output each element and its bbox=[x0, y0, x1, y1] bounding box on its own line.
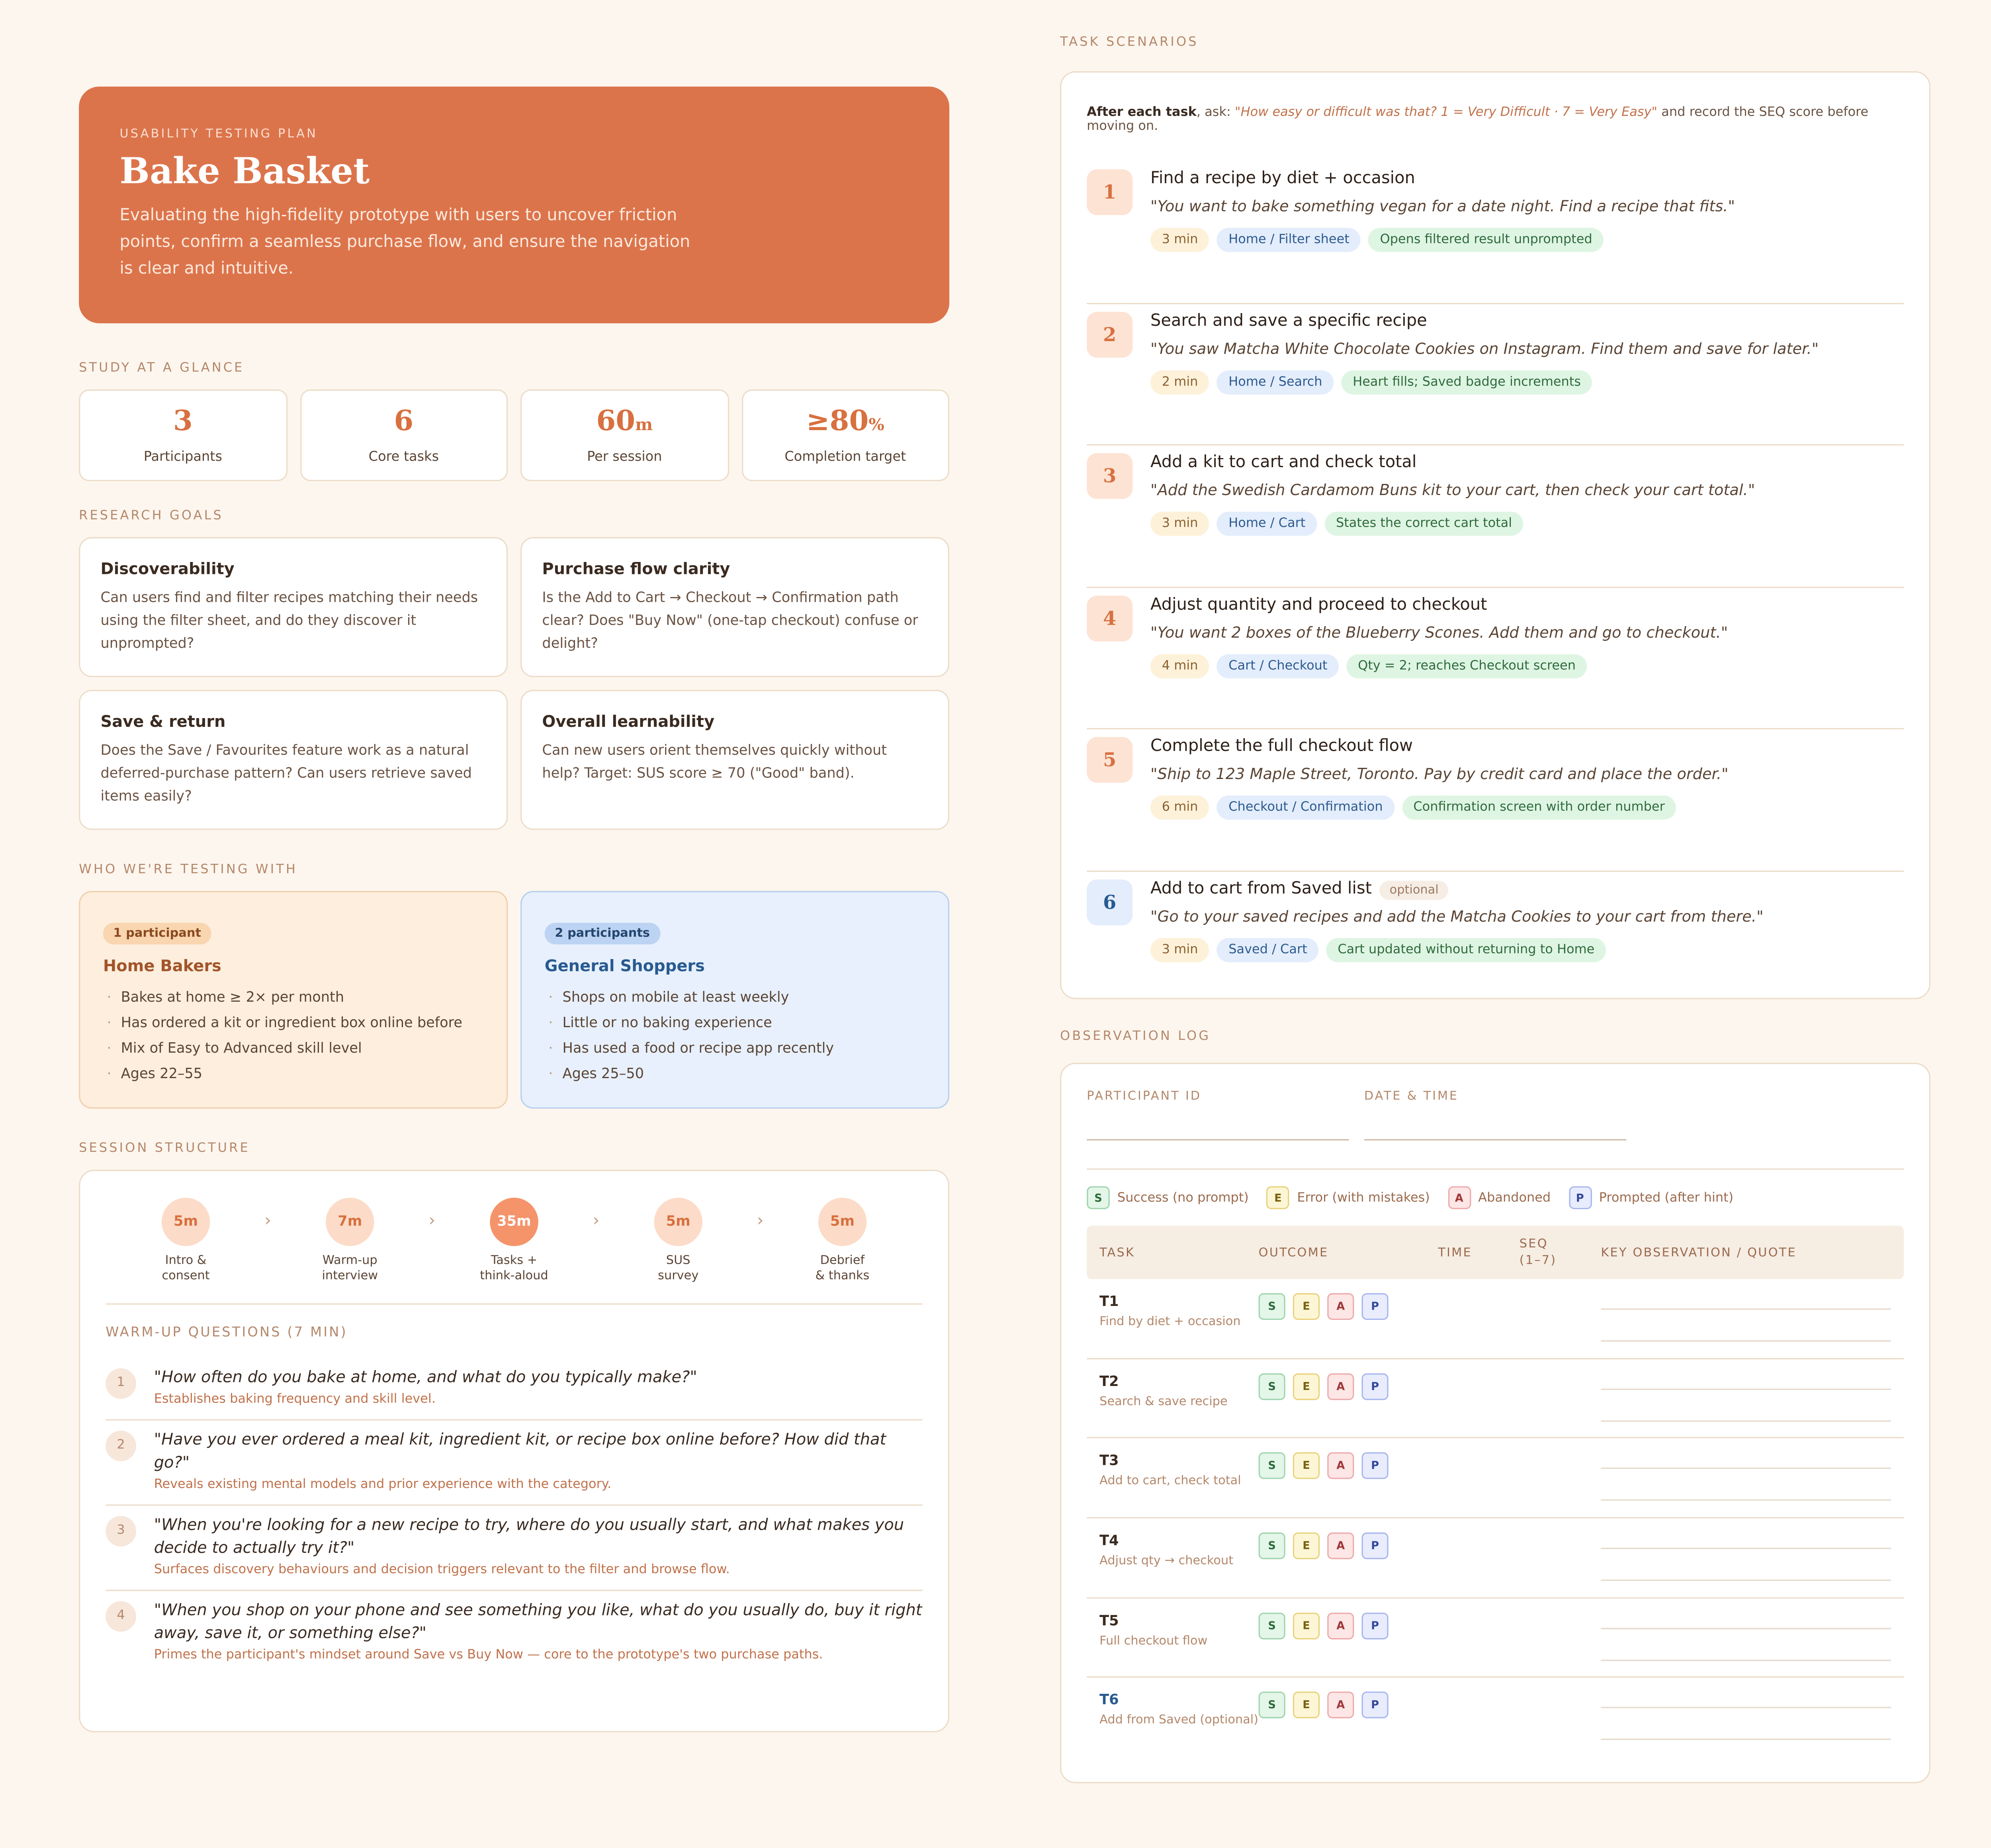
legend-text: Success (no prompt) bbox=[1117, 1190, 1249, 1205]
prompted-badge: P bbox=[1569, 1186, 1592, 1209]
task-title: Find a recipe by diet + occasion bbox=[1150, 169, 1415, 188]
task-scenario bbox=[1087, 730, 1904, 872]
task-number: 1 bbox=[1087, 169, 1132, 215]
personas-row bbox=[79, 891, 949, 1108]
participant-id-input[interactable] bbox=[1087, 1139, 1349, 1140]
stat-label: Participants bbox=[143, 449, 222, 465]
task-title: Add to cart from Saved list bbox=[1150, 879, 1372, 899]
chevron-right-icon: › bbox=[757, 1212, 764, 1231]
seq-cell[interactable] bbox=[1520, 1692, 1601, 1758]
task-title: Add a kit to cart and check total bbox=[1150, 453, 1417, 473]
task-title: Search and save a specific recipe bbox=[1150, 311, 1427, 331]
seq-cell[interactable] bbox=[1520, 1453, 1601, 1517]
task-quote: "You saw Matcha White Chocolate Cookies on Instagram. Find them and save for later." bbox=[1150, 339, 1819, 357]
goal-desc: Does the Save / Favourites feature work as a natural deferred-purchase pattern? Can users retrieve saved items easily? bbox=[100, 742, 472, 805]
time-tag: 6 min bbox=[1150, 796, 1209, 820]
success-tag: Heart fills; Saved badge increments bbox=[1341, 370, 1592, 394]
outcome-prompted-button[interactable]: P bbox=[1362, 1453, 1389, 1480]
stat-core-tasks bbox=[300, 390, 508, 481]
screen-tag: Cart / Checkout bbox=[1217, 654, 1339, 678]
task-number: 2 bbox=[1087, 311, 1132, 357]
row-task-id: T2 bbox=[1099, 1373, 1119, 1390]
observation-cell[interactable] bbox=[1601, 1612, 1904, 1677]
time-cell[interactable] bbox=[1438, 1692, 1520, 1758]
outcome-error-button[interactable]: E bbox=[1293, 1533, 1320, 1559]
persona-name: General Shoppers bbox=[544, 956, 705, 975]
question-number: 2 bbox=[106, 1431, 136, 1461]
abandoned-badge: A bbox=[1447, 1186, 1471, 1209]
hero-eyebrow: USABILITY TESTING PLAN bbox=[119, 127, 318, 141]
tasks-label: TASK SCENARIOS bbox=[1060, 35, 1199, 50]
observation-cell[interactable] bbox=[1601, 1293, 1904, 1358]
question-number: 1 bbox=[106, 1368, 136, 1399]
outcome-abandoned-button[interactable]: A bbox=[1327, 1533, 1354, 1559]
chevron-right-icon: › bbox=[428, 1212, 436, 1231]
row-task-id: T1 bbox=[1099, 1293, 1119, 1310]
date-time-field[interactable] bbox=[1364, 1090, 1626, 1169]
task-number: 3 bbox=[1087, 453, 1132, 499]
observation-cell[interactable] bbox=[1601, 1533, 1904, 1597]
task-number: 5 bbox=[1087, 738, 1132, 783]
hero-banner bbox=[79, 86, 949, 323]
seq-cell[interactable] bbox=[1520, 1612, 1601, 1677]
row-task-name: Full checkout flow bbox=[1099, 1634, 1208, 1648]
col-outcome: OUTCOME bbox=[1258, 1245, 1329, 1260]
col-seq: SEQ bbox=[1519, 1237, 1548, 1251]
col-observation: KEY OBSERVATION / QUOTE bbox=[1601, 1245, 1797, 1260]
task-quote: "Go to your saved recipes and add the Matcha Cookies to your cart from there." bbox=[1150, 907, 1764, 926]
step-label: Tasks + bbox=[491, 1253, 538, 1268]
row-task-name: Add from Saved (optional) bbox=[1099, 1713, 1259, 1728]
outcome-prompted-button[interactable]: P bbox=[1362, 1373, 1389, 1400]
row-task-id: T6 bbox=[1099, 1692, 1119, 1709]
stat-value: 60 bbox=[596, 405, 636, 438]
field-label: DATE & TIME bbox=[1364, 1089, 1459, 1104]
goal-card bbox=[79, 690, 508, 830]
time-tag: 3 min bbox=[1150, 938, 1209, 962]
task-title: Adjust quantity and proceed to checkout bbox=[1150, 595, 1487, 615]
warmup-question bbox=[106, 1358, 923, 1421]
legend-item bbox=[1447, 1186, 1551, 1209]
row-task-id: T3 bbox=[1099, 1453, 1119, 1470]
table-row bbox=[1087, 1598, 1904, 1678]
question-text: "When you're looking for a new recipe to try, where do you usually start, and what makes you decide to actually try it?" bbox=[154, 1515, 904, 1557]
warmup-question bbox=[106, 1506, 923, 1591]
step-label: survey bbox=[658, 1269, 699, 1283]
step-duration: 7m bbox=[326, 1198, 374, 1246]
col-task: TASK bbox=[1099, 1245, 1135, 1260]
screen-tag: Home / Search bbox=[1217, 370, 1334, 394]
session-structure-card bbox=[79, 1170, 949, 1732]
screen-tag: Home / Filter sheet bbox=[1217, 228, 1361, 252]
page-title: Bake Basket bbox=[119, 150, 370, 192]
observation-cell[interactable] bbox=[1601, 1453, 1904, 1517]
row-task-id: T4 bbox=[1099, 1532, 1119, 1549]
outcome-error-button[interactable]: E bbox=[1293, 1293, 1320, 1320]
time-cell[interactable] bbox=[1438, 1453, 1520, 1517]
outcome-abandoned-button[interactable]: A bbox=[1327, 1373, 1354, 1400]
goal-title: Overall learnability bbox=[542, 711, 715, 731]
seq-cell[interactable] bbox=[1520, 1533, 1601, 1597]
personas-label: WHO WE'RE TESTING WITH bbox=[79, 863, 298, 877]
persona-trait: · Shops on mobile at least weekly bbox=[545, 985, 925, 1011]
stat-completion-target bbox=[741, 390, 950, 481]
step-label: think-aloud bbox=[480, 1269, 548, 1283]
question-number: 3 bbox=[106, 1516, 136, 1547]
outcome-error-button[interactable]: E bbox=[1293, 1692, 1320, 1719]
chevron-right-icon: › bbox=[264, 1212, 272, 1231]
observation-log-card bbox=[1060, 1063, 1930, 1783]
task-quote: "You want to bake something vegan for a date night. Find a recipe that fits." bbox=[1150, 197, 1735, 215]
row-task-name: Add to cart, check total bbox=[1099, 1474, 1241, 1489]
legend-text: Abandoned bbox=[1478, 1190, 1551, 1205]
time-cell[interactable] bbox=[1438, 1373, 1520, 1437]
right-column bbox=[1060, 35, 1930, 1783]
timeline-step bbox=[798, 1194, 887, 1284]
stat-label: Core tasks bbox=[368, 449, 439, 465]
task-title: Complete the full checkout flow bbox=[1150, 737, 1413, 757]
goal-desc: Can users find and filter recipes matching their needs using the filter sheet, and do they discover it unprompted? bbox=[100, 589, 478, 652]
step-label: Warm-up bbox=[322, 1253, 377, 1268]
task-scenarios-card bbox=[1060, 71, 1930, 999]
step-label: SUS bbox=[666, 1253, 690, 1268]
warmup-question bbox=[106, 1591, 923, 1675]
log-table-header bbox=[1087, 1226, 1904, 1279]
stat-participants bbox=[79, 390, 287, 481]
step-label: consent bbox=[162, 1269, 210, 1283]
stat-value: 3 bbox=[173, 405, 193, 438]
stat-per-session bbox=[520, 390, 729, 481]
hero-description: Evaluating the high-fidelity prototype with users to uncover friction points, confirm a seamless purchase flow, and ensure the navigation is clear and intuitive. bbox=[119, 206, 690, 279]
persona-trait: · Has ordered a kit or ingredient box online before bbox=[103, 1010, 484, 1036]
goal-desc: Can new users orient themselves quickly without help? Target: SUS score ≥ 70 ("Good" band). bbox=[542, 742, 887, 782]
step-duration: 5m bbox=[654, 1198, 702, 1246]
outcome-prompted-button[interactable]: P bbox=[1362, 1612, 1389, 1639]
time-tag: 3 min bbox=[1150, 228, 1209, 252]
log-label: OBSERVATION LOG bbox=[1060, 1030, 1211, 1044]
time-tag: 4 min bbox=[1150, 654, 1209, 678]
task-quote: "Ship to 123 Maple Street, Toronto. Pay by credit card and place the order." bbox=[1150, 765, 1729, 783]
task-number: 4 bbox=[1087, 595, 1132, 641]
stat-value: 6 bbox=[394, 405, 414, 438]
task-intro: After each task, ask: "How easy or difficult was that? 1 = Very Difficult · 7 = Very Easy" and record the SEQ score before moving on. bbox=[1087, 106, 1869, 134]
stat-unit: % bbox=[868, 416, 884, 435]
step-duration: 35m bbox=[490, 1198, 538, 1246]
question-text: "When you shop on your phone and see something you like, what do you usually do, buy it right away, save it, or something else?" bbox=[154, 1600, 922, 1642]
goals-grid bbox=[79, 537, 949, 830]
glance-label: STUDY AT A GLANCE bbox=[79, 361, 244, 376]
step-label: Intro & bbox=[165, 1253, 207, 1268]
timeline-step bbox=[469, 1194, 559, 1284]
outcome-prompted-button[interactable]: P bbox=[1362, 1533, 1389, 1559]
optional-badge: optional bbox=[1379, 881, 1449, 900]
legend-item bbox=[1569, 1186, 1733, 1209]
time-tag: 2 min bbox=[1150, 370, 1209, 394]
step-label: interview bbox=[322, 1269, 378, 1283]
outcome-error-button[interactable]: E bbox=[1293, 1612, 1320, 1639]
success-tag: States the correct cart total bbox=[1324, 512, 1524, 536]
outcome-success-button[interactable]: S bbox=[1259, 1453, 1285, 1480]
participant-count-badge: 2 participants bbox=[545, 923, 660, 944]
outcome-success-button[interactable]: S bbox=[1259, 1612, 1285, 1639]
legend-text: Prompted (after hint) bbox=[1599, 1190, 1734, 1205]
participant-count-badge: 1 participant bbox=[103, 923, 211, 944]
legend-item bbox=[1087, 1186, 1249, 1209]
warmup-question bbox=[106, 1421, 923, 1506]
task-scenario bbox=[1087, 446, 1904, 588]
question-note: Reveals existing mental models and prior experience with the category. bbox=[154, 1478, 612, 1492]
error-badge: E bbox=[1267, 1186, 1290, 1209]
outcome-prompted-button[interactable]: P bbox=[1362, 1293, 1389, 1320]
task-scenario bbox=[1087, 588, 1904, 730]
time-tag: 3 min bbox=[1150, 512, 1209, 536]
table-row bbox=[1087, 1678, 1904, 1758]
goal-title: Discoverability bbox=[100, 558, 235, 578]
question-number: 4 bbox=[106, 1601, 136, 1632]
outcome-error-button[interactable]: E bbox=[1293, 1373, 1320, 1400]
timeline-step bbox=[634, 1194, 723, 1284]
outcome-abandoned-button[interactable]: A bbox=[1327, 1453, 1354, 1480]
question-note: Establishes baking frequency and skill level. bbox=[154, 1392, 436, 1407]
timeline-step bbox=[141, 1194, 231, 1284]
left-column bbox=[79, 86, 949, 1732]
success-tag: Qty = 2; reaches Checkout screen bbox=[1346, 654, 1587, 678]
task-number: 6 bbox=[1087, 879, 1132, 925]
timeline-step bbox=[305, 1194, 395, 1284]
step-label: & thanks bbox=[815, 1269, 870, 1283]
legend-text: Error (with mistakes) bbox=[1297, 1190, 1430, 1205]
task-quote: "Add the Swedish Cardamom Buns kit to your cart, then check your cart total." bbox=[1150, 481, 1755, 499]
outcome-success-button[interactable]: S bbox=[1259, 1373, 1285, 1400]
persona-general-shoppers bbox=[520, 891, 949, 1108]
row-task-id: T5 bbox=[1099, 1612, 1119, 1629]
question-note: Surfaces discovery behaviours and decision triggers relevant to the filter and browse flow. bbox=[154, 1563, 730, 1577]
screen-tag: Home / Cart bbox=[1217, 512, 1317, 536]
success-tag: Opens filtered result unprompted bbox=[1369, 228, 1604, 252]
persona-trait: · Ages 22–55 bbox=[103, 1061, 484, 1087]
task-quote: "You want 2 boxes of the Blueberry Scones. Add them and go to checkout." bbox=[1150, 623, 1728, 641]
outcome-success-button[interactable]: S bbox=[1259, 1293, 1285, 1320]
task-scenario bbox=[1087, 162, 1904, 304]
field-label: PARTICIPANT ID bbox=[1087, 1089, 1201, 1104]
goals-label: RESEARCH GOALS bbox=[79, 509, 223, 523]
question-text: "How often do you bake at home, and what do you typically make?" bbox=[154, 1367, 697, 1386]
task-scenario bbox=[1087, 303, 1904, 446]
outcome-prompted-button[interactable]: P bbox=[1362, 1692, 1389, 1719]
outcome-error-button[interactable]: E bbox=[1293, 1453, 1320, 1480]
screen-tag: Saved / Cart bbox=[1217, 938, 1318, 962]
success-tag: Confirmation screen with order number bbox=[1402, 796, 1676, 820]
goal-card bbox=[520, 690, 949, 830]
persona-trait: · Ages 25–50 bbox=[545, 1061, 925, 1087]
stat-label: Per session bbox=[587, 449, 662, 465]
outcome-abandoned-button[interactable]: A bbox=[1327, 1692, 1354, 1719]
step-duration: 5m bbox=[818, 1198, 866, 1246]
date-time-input[interactable] bbox=[1364, 1139, 1626, 1140]
persona-trait: · Little or no baking experience bbox=[545, 1010, 925, 1036]
time-cell[interactable] bbox=[1438, 1533, 1520, 1597]
stat-value: ≥80 bbox=[806, 405, 869, 438]
step-label: Debrief bbox=[820, 1253, 865, 1268]
warmup-title: WARM-UP QUESTIONS (7 MIN) bbox=[106, 1325, 348, 1341]
persona-trait: · Mix of Easy to Advanced skill level bbox=[103, 1036, 484, 1061]
session-label: SESSION STRUCTURE bbox=[79, 1141, 250, 1156]
outcome-abandoned-button[interactable]: A bbox=[1327, 1293, 1354, 1320]
screen-tag: Checkout / Confirmation bbox=[1217, 796, 1394, 820]
seq-cell[interactable] bbox=[1520, 1373, 1601, 1437]
stat-unit: m bbox=[635, 416, 653, 435]
persona-trait: · Has used a food or recipe app recently bbox=[545, 1036, 925, 1061]
col-seq-range: (1–7) bbox=[1519, 1253, 1557, 1268]
row-task-name: Adjust qty → checkout bbox=[1099, 1554, 1234, 1568]
goal-card bbox=[79, 537, 508, 677]
table-row bbox=[1087, 1439, 1904, 1518]
time-cell[interactable] bbox=[1438, 1293, 1520, 1358]
participant-id-field[interactable] bbox=[1087, 1090, 1349, 1169]
persona-name: Home Bakers bbox=[103, 956, 221, 975]
outcome-abandoned-button[interactable]: A bbox=[1327, 1612, 1354, 1639]
outcome-legend bbox=[1087, 1170, 1904, 1226]
time-cell[interactable] bbox=[1438, 1612, 1520, 1677]
observation-cell[interactable] bbox=[1601, 1373, 1904, 1437]
step-duration: 5m bbox=[162, 1198, 210, 1246]
goal-title: Save & return bbox=[100, 711, 226, 731]
legend-item bbox=[1267, 1186, 1430, 1209]
stats-row bbox=[79, 390, 949, 481]
task-scenario bbox=[1087, 872, 1904, 1014]
persona-traits bbox=[103, 985, 484, 1087]
success-badge: S bbox=[1087, 1186, 1110, 1209]
row-task-name: Find by diet + occasion bbox=[1099, 1315, 1241, 1329]
persona-trait: · Bakes at home ≥ 2× per month bbox=[103, 985, 484, 1011]
question-note: Primes the participant's mindset around Save vs Buy Now — core to the prototype's two purchase paths. bbox=[154, 1648, 823, 1662]
observation-cell[interactable] bbox=[1601, 1692, 1904, 1758]
persona-traits bbox=[545, 985, 925, 1087]
col-time: TIME bbox=[1438, 1245, 1472, 1260]
seq-cell[interactable] bbox=[1520, 1293, 1601, 1358]
outcome-success-button[interactable]: S bbox=[1259, 1692, 1285, 1719]
table-row bbox=[1087, 1279, 1904, 1359]
row-task-name: Search & save recipe bbox=[1099, 1394, 1228, 1409]
log-table-body bbox=[1087, 1279, 1904, 1758]
chevron-right-icon: › bbox=[593, 1212, 600, 1231]
goal-desc: Is the Add to Cart → Checkout → Confirmation path clear? Does "Buy Now" (one-tap checkout) confuse or delight? bbox=[542, 589, 918, 652]
outcome-success-button[interactable]: S bbox=[1259, 1533, 1285, 1559]
question-text: "Have you ever ordered a meal kit, ingredient kit, or recipe box online before? How did that go?" bbox=[154, 1429, 886, 1472]
goal-title: Purchase flow clarity bbox=[542, 558, 730, 578]
success-tag: Cart updated without returning to Home bbox=[1326, 938, 1606, 962]
stat-label: Completion target bbox=[784, 449, 906, 465]
persona-home-bakers bbox=[79, 891, 508, 1108]
table-row bbox=[1087, 1519, 1904, 1598]
log-fields bbox=[1087, 1090, 1904, 1170]
table-row bbox=[1087, 1359, 1904, 1439]
session-timeline bbox=[106, 1191, 923, 1304]
goal-card bbox=[520, 537, 949, 677]
